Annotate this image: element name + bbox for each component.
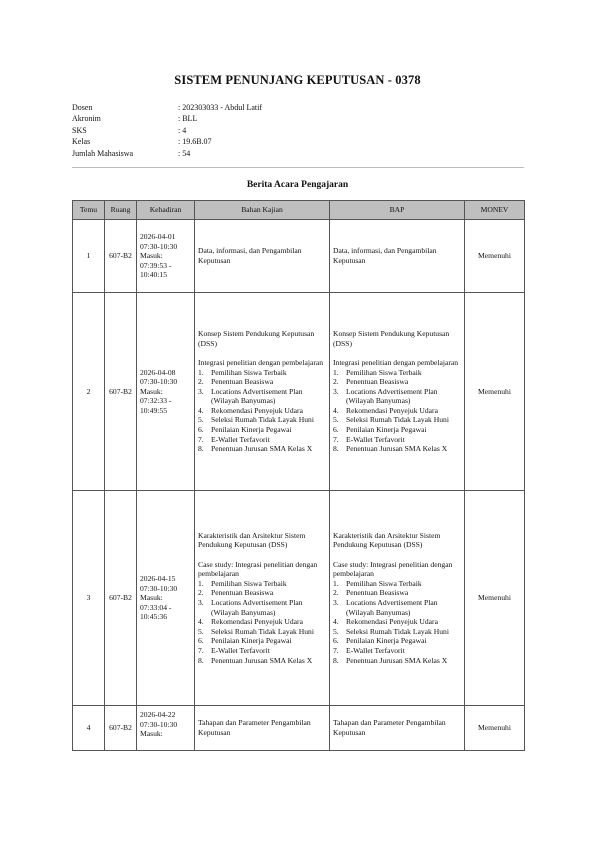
cell-bap-title: Data, informasi, dan Pengambilan Keputusan (333, 246, 437, 265)
list-text: Pemilihan Siswa Terbaik (346, 367, 422, 377)
list-item (333, 579, 461, 589)
list-text: Seleksi Rumah Tidak Layak Huni (211, 415, 314, 425)
list-number: 2. (333, 588, 339, 598)
cell-ruang: 607-B2 (105, 491, 137, 706)
list-number: 4. (333, 617, 339, 627)
list-item (333, 656, 461, 666)
list-item (333, 588, 461, 598)
list-number: 5. (333, 626, 339, 636)
kehadiran-line: 10:40:15 (140, 270, 168, 280)
kehadiran-line: 2026-04-15 (140, 574, 176, 584)
kehadiran-line: 10:45:36 (140, 612, 168, 622)
table-row (73, 220, 525, 293)
list-text: Penilaian Kinerja Pegawai (211, 425, 292, 435)
cell-ruang: 607-B2 (105, 293, 137, 491)
list-text: Rekomendasi Penyejuk Udara (211, 617, 303, 627)
section-title: Berita Acara Pengajaran (246, 180, 349, 190)
list-item (333, 627, 461, 637)
list-text: Penilaian Kinerja Pegawai (346, 636, 427, 646)
list-number: 4. (333, 405, 339, 415)
kehadiran-line: 07:32:33 - (140, 396, 172, 406)
list-text: Penentuan Beasiswa (346, 377, 409, 387)
page-title: SISTEM PENUNJANG KEPUTUSAN - 0378 (174, 73, 421, 87)
kehadiran-line: 10:49:55 (140, 405, 168, 415)
kehadiran-line: 07:30-10:30 (140, 719, 178, 729)
info-label: Akronim (72, 114, 101, 124)
list-number: 3. (198, 386, 204, 396)
list-item (198, 627, 326, 637)
list-item (198, 415, 326, 425)
info-row-kelas (72, 136, 262, 147)
list-item (198, 425, 326, 435)
cell-bahan-kajian-title: Konsep Sistem Pendukung Keputusan (DSS) (198, 329, 315, 348)
list-number: 6. (333, 636, 339, 646)
list-item (198, 377, 326, 387)
info-label: Jumlah Mahasiswa (72, 148, 134, 158)
list-number: 8. (333, 655, 339, 665)
list-number: 1. (333, 367, 339, 377)
list-item (333, 435, 461, 445)
cell-bahan-kajian-title: Karakteristik dan Arsitektur Sistem Pendukung Keputusan (DSS) (198, 530, 306, 550)
list-item (333, 636, 461, 646)
cell-kehadiran (137, 706, 195, 751)
topic-list (333, 368, 461, 454)
table-row (73, 293, 525, 491)
list-number: 8. (333, 444, 339, 454)
list-item (198, 656, 326, 666)
cell-bap-title: Tahapan dan Parameter Pengambilan Keputusan (333, 718, 446, 737)
list-text: Penentuan Jurusan SMA Kelas X (211, 444, 313, 454)
list-number: 2. (198, 377, 204, 387)
list-text: Seleksi Rumah Tidak Layak Huni (346, 626, 449, 636)
list-number: 6. (198, 425, 204, 435)
cell-monev: Memenuhi (465, 293, 525, 491)
list-number: 7. (333, 434, 339, 444)
list-item (333, 415, 461, 425)
topic-list (198, 579, 326, 665)
cell-monev: Memenuhi (465, 220, 525, 293)
list-item (198, 636, 326, 646)
list-text: Penentuan Beasiswa (211, 588, 274, 598)
list-item (333, 377, 461, 387)
list-number: 8. (198, 655, 204, 665)
list-text: Pemilihan Siswa Terbaik (346, 578, 422, 588)
list-item (198, 579, 326, 589)
cell-bahan-kajian-title: Data, informasi, dan Pengambilan Keputusan (198, 246, 302, 265)
cell-kehadiran (137, 220, 195, 293)
cell-bahan-kajian (195, 491, 330, 706)
kehadiran-line: Masuk: (140, 251, 163, 261)
list-number: 7. (198, 434, 204, 444)
list-number: 5. (198, 626, 204, 636)
info-value: : 19.6B.07 (178, 137, 212, 147)
list-text: Penentuan Beasiswa (346, 588, 409, 598)
cell-bahan-kajian (195, 220, 330, 293)
cell-bap (330, 491, 465, 706)
kehadiran-line: 07:33:04 - (140, 602, 172, 612)
kehadiran-line: Masuk: (140, 593, 163, 603)
cell-temu: 1 (73, 220, 105, 293)
cell-bap-subtitle: Case study: Integrasi penelitian dengan pembelajaran (333, 559, 453, 579)
list-item (333, 444, 461, 454)
list-number: 2. (198, 588, 204, 598)
header-bahan-kajian: Bahan Kajian (195, 201, 330, 220)
kehadiran-line: 07:30-10:30 (140, 583, 178, 593)
info-label: Kelas (72, 137, 91, 147)
list-item (333, 425, 461, 435)
info-row-akronim (72, 113, 262, 124)
topic-list (333, 579, 461, 665)
list-text: Penentuan Jurusan SMA Kelas X (211, 655, 313, 665)
list-item (198, 588, 326, 598)
list-text: Penilaian Kinerja Pegawai (346, 425, 427, 435)
header-ruang: Ruang (105, 201, 137, 220)
list-number: 4. (198, 405, 204, 415)
list-number: 1. (198, 578, 204, 588)
table-header-row (73, 201, 525, 220)
info-value: : 202303033 - Abdul Latif (178, 103, 262, 112)
list-item (333, 368, 461, 378)
list-item (333, 387, 461, 406)
cell-temu: 3 (73, 491, 105, 706)
info-value: : BLL (178, 114, 198, 124)
list-item (198, 444, 326, 454)
list-item (333, 406, 461, 416)
spacer (333, 550, 461, 560)
topic-list (198, 368, 326, 454)
cell-bap (330, 293, 465, 491)
cell-monev: Memenuhi (465, 706, 525, 751)
list-item (333, 598, 461, 617)
list-number: 8. (198, 444, 204, 454)
kehadiran-line: 07:39:53 - (140, 260, 172, 270)
list-text: Locations Advertisement Plan (Wilayah Banyumas) (346, 386, 438, 406)
list-item (333, 617, 461, 627)
table-row (73, 491, 525, 706)
info-label: SKS (72, 125, 87, 135)
spacer (333, 348, 461, 358)
list-text: Pemilihan Siswa Terbaik (211, 367, 287, 377)
cell-bahan-kajian (195, 293, 330, 491)
header-monev: MONEV (465, 201, 525, 220)
kehadiran-line: 2026-04-22 (140, 710, 176, 719)
list-item (198, 368, 326, 378)
cell-monev: Memenuhi (465, 491, 525, 706)
cell-bahan-kajian (195, 706, 330, 751)
cell-ruang: 607-B2 (105, 706, 137, 751)
list-number: 6. (198, 636, 204, 646)
list-text: Seleksi Rumah Tidak Layak Huni (211, 626, 314, 636)
list-text: Locations Advertisement Plan (Wilayah Banyumas) (346, 598, 438, 617)
list-item (198, 406, 326, 416)
cell-bap (330, 220, 465, 293)
list-text: E-Wallet Terfavorit (346, 434, 405, 444)
list-text: Rekomendasi Penyejuk Udara (346, 617, 438, 627)
kehadiran-line: 07:30-10:30 (140, 241, 178, 251)
cell-temu: 4 (73, 706, 105, 751)
list-text: E-Wallet Terfavorit (211, 434, 270, 444)
list-number: 3. (198, 598, 204, 607)
cell-bahan-kajian-subtitle: Integrasi penelitian dengan pembelajaran (198, 357, 324, 367)
list-number: 2. (333, 377, 339, 387)
list-item (333, 646, 461, 656)
list-item (198, 598, 326, 617)
list-text: Rekomendasi Penyejuk Udara (211, 405, 303, 415)
info-row-dosen (72, 102, 262, 113)
header-kehadiran: Kehadiran (137, 201, 195, 220)
info-value: : 4 (178, 125, 187, 135)
list-item (198, 387, 326, 406)
cell-bap-subtitle: Integrasi penelitian dengan pembelajaran (333, 357, 459, 367)
spacer (198, 550, 326, 560)
list-text: Penentuan Jurusan SMA Kelas X (346, 444, 448, 454)
list-item (198, 646, 326, 656)
list-number: 6. (333, 425, 339, 435)
cell-bahan-kajian-title: Tahapan dan Parameter Pengambilan Keputusan (198, 718, 311, 737)
bap-table (72, 200, 525, 751)
list-number: 7. (198, 645, 204, 655)
info-label: Dosen (72, 103, 93, 112)
cell-temu: 2 (73, 293, 105, 491)
spacer (198, 348, 326, 358)
list-number: 1. (333, 578, 339, 588)
course-info (72, 102, 262, 159)
list-item (198, 617, 326, 627)
info-value: : 54 (178, 148, 191, 158)
list-number: 5. (198, 415, 204, 425)
list-text: Penentuan Beasiswa (211, 377, 274, 387)
kehadiran-line: 2026-04-08 (140, 367, 176, 377)
list-text: Penilaian Kinerja Pegawai (211, 636, 292, 646)
list-number: 3. (333, 386, 339, 396)
info-row-sks (72, 125, 262, 136)
cell-bap-title: Karakteristik dan Arsitektur Sistem Pendukung Keputusan (DSS) (333, 530, 441, 550)
list-text: Penentuan Jurusan SMA Kelas X (346, 655, 448, 665)
list-number: 3. (333, 598, 339, 607)
cell-bap-title: Konsep Sistem Pendukung Keputusan (DSS) (333, 329, 450, 348)
list-text: E-Wallet Terfavorit (346, 645, 405, 655)
kehadiran-line: 07:30-10:30 (140, 377, 178, 387)
kehadiran-line: Masuk: (140, 386, 163, 396)
list-text: Pemilihan Siswa Terbaik (211, 578, 287, 588)
cell-bahan-kajian-subtitle: Case study: Integrasi penelitian dengan pembelajaran (198, 559, 318, 579)
list-text: E-Wallet Terfavorit (211, 645, 270, 655)
cell-kehadiran (137, 491, 195, 706)
header-bap: BAP (330, 201, 465, 220)
cell-kehadiran (137, 293, 195, 491)
divider (72, 167, 524, 168)
list-text: Rekomendasi Penyejuk Udara (346, 405, 438, 415)
kehadiran-line: 2026-04-01 (140, 232, 176, 242)
cell-ruang: 607-B2 (105, 220, 137, 293)
table-row (73, 706, 525, 751)
list-item (198, 435, 326, 445)
kehadiran-line: Masuk: (140, 729, 163, 739)
list-text: Seleksi Rumah Tidak Layak Huni (346, 415, 449, 425)
list-number: 5. (333, 415, 339, 425)
list-text: Locations Advertisement Plan (Wilayah Banyumas) (211, 598, 303, 617)
list-text: Locations Advertisement Plan (Wilayah Banyumas) (211, 386, 303, 406)
list-number: 4. (198, 617, 204, 627)
list-number: 7. (333, 645, 339, 655)
cell-bap (330, 706, 465, 751)
info-row-jumlah-mahasiswa (72, 148, 262, 159)
list-number: 1. (198, 367, 204, 377)
header-temu: Temu (73, 201, 105, 220)
